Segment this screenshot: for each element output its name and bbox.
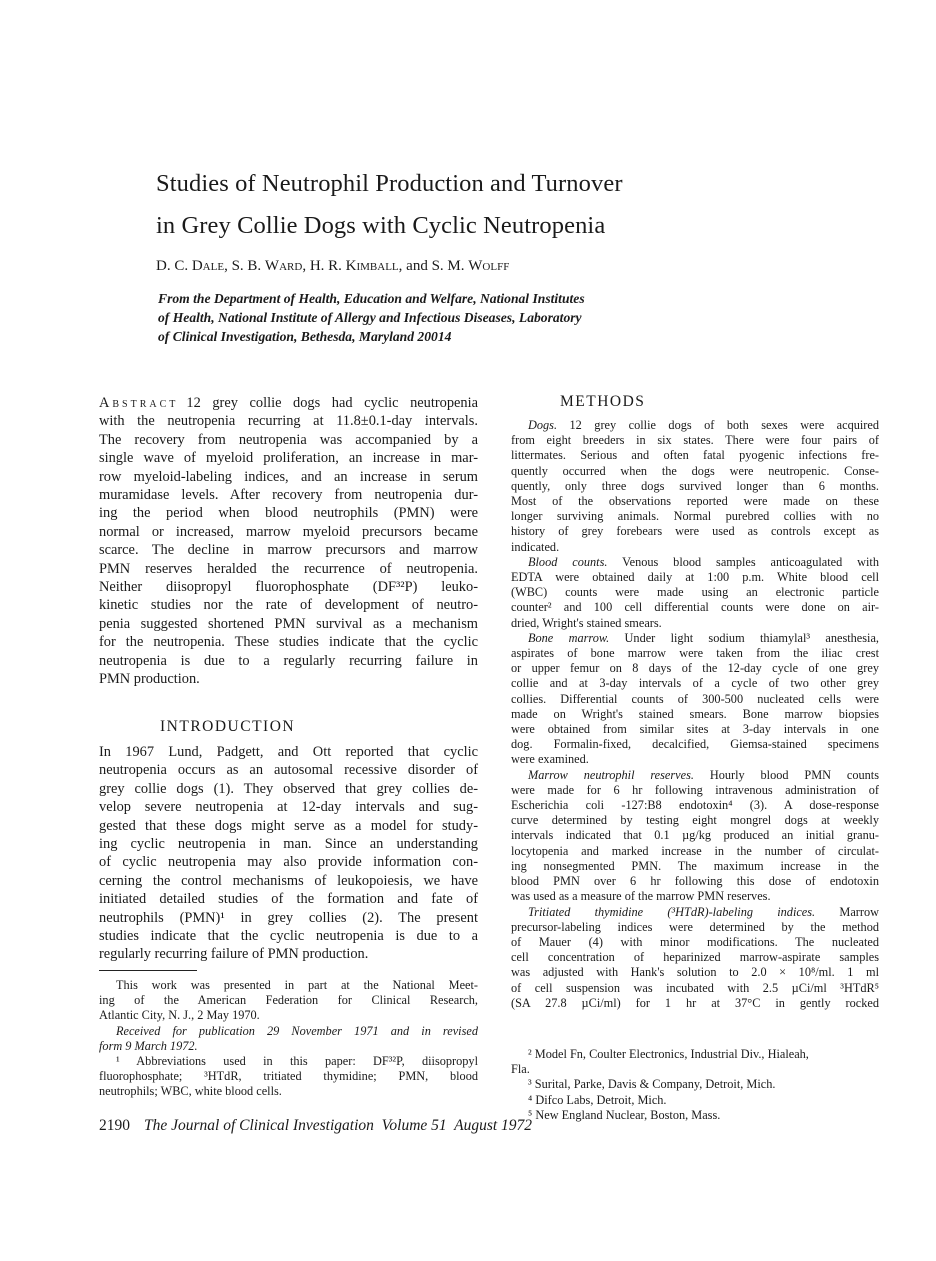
methods-blood-counts: Blood counts. Venous blood samples anticoagulated with bbox=[528, 554, 879, 569]
page-footer bbox=[99, 1117, 532, 1135]
abstract: Abstract 12 grey collie dogs had cyclic neutropenia with the neutropenia recurring at 11.8±0.1-day intervals. The recovery from neutropenia was accompanied by a single wave of myeloid proliferation, an increase in mar- row myeloid-labeling indices, and an increase in serum muramidase levels. After recovery from neutropenia dur- ing the period when blood neutrophils (PMN) were normal or increased, marrow myeloid precursors became scarce. The decline in marrow precursors and marrow PMN reserves heralded the recurrence of neutropenia. Neither diisopropyl fluorophosphate (DF³²P) leuko- kinetic studies nor the rate of development of neutro- penia suggested shortened PMN survival as a mechanism for the neutropenia. These studies indicate that the cyclic neutropenia is due to a regularly recurring failure in PMN production. bbox=[99, 395, 478, 688]
left-footnotes: This work was presented in part at the National Meet- ing of the American Federation for Clinical Research, Atlantic City, N. J., 2 May 1970. Received for publication 29 November 1971 and in revised form 9 March 1972. ¹ Abbreviations used in this paper: DF³²P, diisopropyl fluorophosphate; ³HTdR, tritiated thymidine; PMN, blood neutrophils; WBC, white blood cells. bbox=[99, 978, 478, 1099]
footnote-rule bbox=[99, 970, 197, 971]
methods-body: Dogs. 12 grey collie dogs of both sexes were acquired from eight breeders in six states. There were four pairs of littermates. Serious and often fatal pyogenic infections fre- quently occurred when the dogs were neutropenic. Conse- quently, only three dogs survived longer than 6 months. Most of the observations reported were made on these longer surviving animals. Normal purebred collies with no history of grey forebears were used as controls except as indicated. Blood counts. Venous blood samples anticoagulated with EDTA were obtained daily at 1:00 p.m. White blood cell (WBC) counts were made using an electronic particle counter² and 100 cell differential counts were done on air- dried, Wright's stained smears. Bone marrow. Under light sodium thiamylal³ anesthesia, aspirates of bone marrow were taken from the iliac crest or upper femur on 8 days of the 12-day cycle of one grey collie and at 3-day intervals of a cycle of two other grey collies. Differential counts of 300-500 nucleated cells were made on Wright's stained smears. Bone marrow biopsies were obtained from similar sites at 3-day intervals in one dog. Formalin-fixed, decalcified, Giemsa-stained specimens were examined. Marrow neutrophil reserves. Hourly blood PMN counts were made for 6 hr following intravenous administration of Escherichia coli -127:B8 endotoxin⁴ (3). A dose-response curve determined by testing eight mongrel dogs at weekly intervals indicated that 0.1 µg/kg produced an initial granu- locytopenia and marked increase in the number of circulat- ing nonsegmented PMN. The maximum increase in the blood PMN over 6 hr following this dose of endotoxin was used as a measure of the marrow PMN reserves. Tritiated thymidine (³HTdR)-labeling indices. Marrow precursor-labeling indices were determined by the method of Mauer (4) with minor modifications. The nucleated cell concentration of heparinized marrow-aspirate samples was adjusted with Hank's solution to 2.0 × 10⁸/ml. 1 ml of cell suspension was incubated with 2.5 µCi/ml ³HTdR⁵ (SA 27.8 µCi/ml) for 1 hr at 37°C in gently rocked bbox=[511, 418, 880, 1010]
introduction-heading: INTRODUCTION bbox=[160, 718, 296, 735]
title-line-2: in Grey Collie Dogs with Cyclic Neutropenia bbox=[156, 212, 606, 239]
right-footnotes: ² Model Fn, Coulter Electronics, Industrial Div., Hialeah, Fla. ³ Surital, Parke, Davis & Company, Detroit, Mich. ⁴ Difco Labs, Detroit, Mich. ⁵ New England Nuclear, Boston, Mass. bbox=[511, 1047, 809, 1122]
methods-bone-marrow: Bone marrow. Under light sodium thiamylal³ anesthesia, bbox=[528, 630, 879, 645]
journal-citation: The Journal of Clinical Investigation Volume 51 August 1972 bbox=[144, 1117, 533, 1134]
page-number: 2190 bbox=[99, 1117, 130, 1134]
methods-heading: METHODS bbox=[560, 393, 646, 410]
methods-tritiated-thymidine: Tritiated thymidine (³HTdR)-labeling indices. Marrow bbox=[528, 904, 880, 919]
title-line-1: Studies of Neutrophil Production and Turnover bbox=[156, 170, 623, 197]
affiliation: From the Department of Health, Education and Welfare, National Institutes of Health, National Institute of Allergy and Infectious Diseases, Laboratory of Clinical Investigation, Bethesda, Maryland 20014 bbox=[158, 291, 585, 344]
introduction-body: In 1967 Lund, Padgett, and Ott reported that cyclic neutropenia occurs as an autosomal recessive disorder of grey collie dogs (1). They observed that grey collies de- velop severe neutropenia at 12-day intervals and sug- gested that these dogs might serve as a model for study- ing cyclic neutropenia in man. Since an understanding of cyclic neutropenia may also provide information con- cerning the control mechanisms of leukopoiesis, we have initiated detailed studies of the formation and fate of neutrophils (PMN)¹ in grey collies (2). The present studies indicate that the cyclic neutropenia is due to a regularly recurring failure of PMN production. bbox=[99, 744, 478, 963]
methods-marrow-reserves: Marrow neutrophil reserves. Hourly blood PMN counts bbox=[528, 767, 879, 782]
abstract-label: Abstract bbox=[99, 395, 179, 411]
methods-dogs: Dogs. 12 grey collie dogs of both sexes were acquired bbox=[528, 418, 880, 432]
authors: D. C. Dale, S. B. Ward, H. R. Kimball, and S. M. Wolff bbox=[156, 258, 510, 274]
